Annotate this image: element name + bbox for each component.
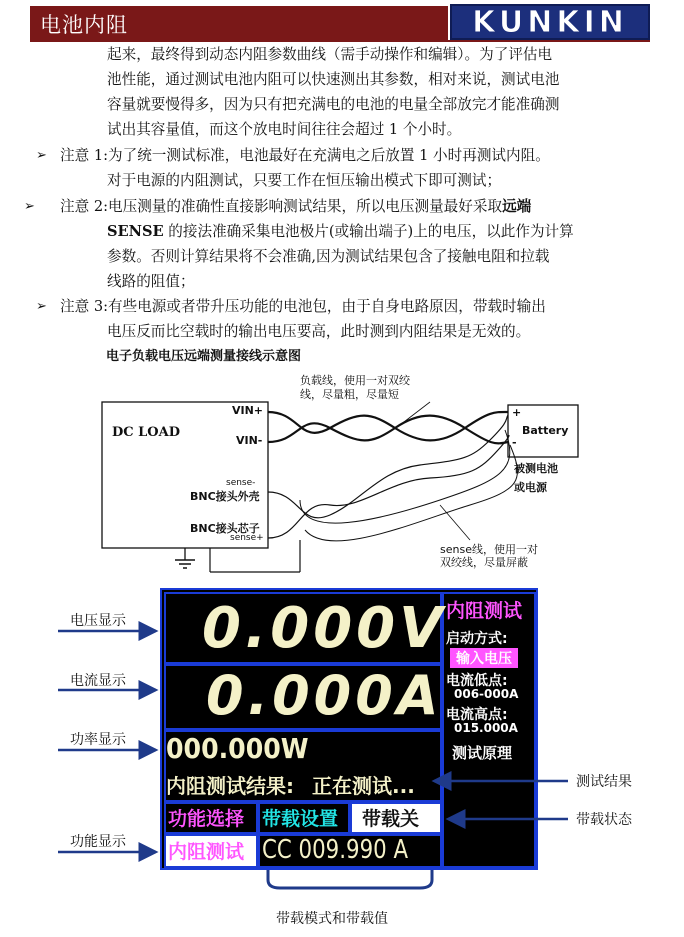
sense-plus-label: sense+: [230, 533, 264, 543]
note1-line-2: 对于电源的内阻测试，只要工作在恒压输出模式下即可测试；: [107, 172, 502, 189]
sense-wire-note-1: sense线，使用一对: [440, 543, 538, 556]
battery-minus-label: -: [512, 436, 517, 449]
side-title: 内阻测试: [446, 600, 523, 622]
test-principle-label: 测试原理: [452, 744, 513, 762]
bullet-icon: ➢: [36, 299, 47, 314]
battery-plus-label: +: [512, 406, 522, 419]
sense-wire-b: [268, 436, 509, 538]
power-reading: 000.000W: [166, 732, 309, 765]
callout-voltage: 电压显示: [70, 613, 126, 629]
current-low-label: 电流低点:: [446, 673, 508, 689]
note2-line-2: [107, 219, 574, 244]
result-label: 内阻测试结果:: [166, 774, 294, 798]
diagram-title: 电子负载电压远端测量接线示意图: [106, 349, 302, 364]
dc-load-label: DC LOAD: [112, 425, 180, 440]
page-title: 电池内阻: [40, 13, 128, 37]
note2-line-4: 线路的阻值；: [107, 273, 195, 290]
bnc-core-label: BNC接头芯子: [190, 522, 260, 535]
load-wire-note-2: 线，尽量粗，尽量短: [300, 388, 399, 401]
note2-line-3: 参数。否则计算结果将不会准确,因为测试结果包含了接触电阻和拉载: [107, 248, 550, 265]
callout-arrows: [0, 580, 684, 937]
note2-emphasis: 远端: [502, 198, 532, 215]
callout-load-state: 带载状态: [576, 812, 632, 828]
intro-line-4: 试出其容量值，而这个放电时间往往会超过 1 个小时。: [107, 121, 462, 138]
battery-label: Battery: [522, 424, 569, 437]
dut-label-1: 被测电池: [514, 462, 558, 475]
shield-loop-a: [300, 430, 510, 523]
sense-emphasis: SENSE: [107, 223, 164, 240]
callout-function: 功能显示: [70, 834, 126, 850]
sense-minus-label: sense-: [226, 478, 256, 488]
load-setting-label: 带载设置: [262, 808, 339, 830]
current-high-label: 电流高点:: [446, 707, 508, 723]
bnc-outer-label: BNC接头外壳: [190, 490, 260, 503]
current-low-value: 006-000A: [454, 687, 519, 701]
note3-line-2: 电压反而比空载时的输出电压要高，此时测到内阻结果是无效的。: [107, 323, 531, 340]
vin-minus-label: VIN-: [236, 434, 263, 447]
func-select-label: 功能选择: [168, 808, 245, 830]
start-mode-label: 启动方式:: [446, 631, 508, 647]
callout-power: 功率显示: [70, 732, 126, 748]
note3-line-1: 注意 3:有些电源或者带升压功能的电池包，由于自身电路原因，带载时输出: [60, 298, 546, 315]
callout-load-mode: 带载模式和带载值: [276, 911, 388, 927]
bullet-icon: ➢: [36, 148, 47, 163]
shield-loop-b: [305, 445, 517, 541]
intro-line-2: 池性能，通过测试电池内阻可以快速测出其参数，相对来说，测试电池: [107, 71, 560, 88]
note1-line-1: 注意 1:为了统一测试标准，电池最好在充满电之后放置 1 小时再测试内阻。: [60, 147, 550, 164]
logo-text: KUNKIN: [472, 4, 628, 40]
note-leader: [400, 402, 430, 425]
current-high-value: 015.000A: [454, 721, 518, 735]
load-state-value: 带载关: [362, 808, 420, 830]
callout-test-result: 测试结果: [576, 774, 632, 790]
note2-text: 的接法准确采集电池极片(或输出端子)上的电压，以此作为计算: [163, 223, 574, 240]
voltage-reading: 0.000V: [202, 596, 447, 661]
load-wire-note-1: 负载线，使用一对双绞: [300, 374, 410, 387]
load-value-bracket: [268, 870, 432, 888]
note2-text: 注意 2:电压测量的准确性直接影响测试结果，所以电压测量最好采取: [60, 198, 503, 215]
current-reading: 0.000A: [206, 664, 443, 727]
input-voltage-option: 输入电压: [450, 648, 518, 668]
intro-line-3: 容量就要慢得多，因为只有把充满电的电池的电量全部放完才能准确测: [107, 96, 560, 113]
result-value: 正在测试...: [312, 774, 415, 798]
dut-label-2: 或电源: [514, 481, 547, 494]
sense-wire-note-2: 双绞线，尽量屏蔽: [440, 556, 528, 569]
brand-logo: [450, 4, 650, 40]
bullet-icon: ➢: [24, 199, 35, 214]
note2-line-1: [60, 194, 531, 219]
mode-name: 内阻测试: [168, 841, 245, 863]
intro-line-1: 起来，最终得到动态内阻参数曲线（需手动操作和编辑）。为了评估电: [107, 46, 553, 63]
load-value: CC 009.990 A: [262, 835, 409, 865]
callout-current: 电流显示: [70, 673, 126, 689]
vin-plus-label: VIN+: [232, 404, 264, 417]
